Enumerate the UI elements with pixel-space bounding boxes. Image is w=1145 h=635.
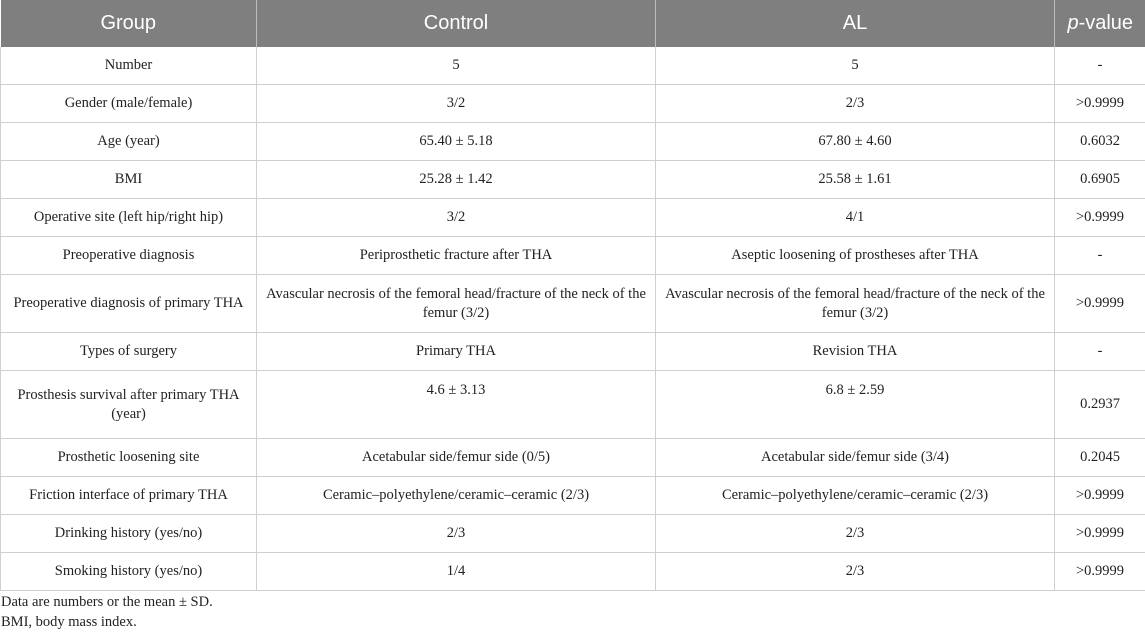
cell-control: 65.40 ± 5.18 [257,123,656,161]
cell-control: 5 [257,47,656,85]
cell-p: - [1055,333,1145,371]
header-group: Group [1,0,257,47]
cell-group: Prosthetic loosening site [1,439,257,477]
cell-control: Acetabular side/femur side (0/5) [257,439,656,477]
header-p-italic: p [1067,12,1079,34]
table-row [1,47,1145,85]
cell-al: Aseptic loosening of prostheses after THA [656,237,1055,275]
cell-control: 1/4 [257,553,656,591]
table-row [1,237,1145,275]
table-row [1,161,1145,199]
table-footnotes [0,592,1145,632]
cell-group: Drinking history (yes/no) [1,515,257,553]
cell-group: Age (year) [1,123,257,161]
footnote-data-description: Data are numbers or the mean ± SD. [1,594,213,610]
cell-p: 0.2937 [1055,371,1145,439]
cell-control: Ceramic–polyethylene/ceramic–ceramic (2/3) [257,477,656,515]
table-row [1,85,1145,123]
table-row [1,439,1145,477]
cell-group: Operative site (left hip/right hip) [1,199,257,237]
cell-control: 2/3 [257,515,656,553]
cell-p: 0.6905 [1055,161,1145,199]
cell-control: Primary THA [257,333,656,371]
cell-control: 4.6 ± 3.13 [257,371,656,439]
cell-p: >0.9999 [1055,199,1145,237]
table-row [1,333,1145,371]
header-al: AL [656,0,1055,47]
header-p-rest: -value [1078,12,1134,34]
cell-al: 6.8 ± 2.59 [656,371,1055,439]
cell-control: 3/2 [257,199,656,237]
cell-p: 0.6032 [1055,123,1145,161]
cell-al: 67.80 ± 4.60 [656,123,1055,161]
cell-group: Gender (male/female) [1,85,257,123]
cell-al: 25.58 ± 1.61 [656,161,1055,199]
footnote-bmi-abbreviation: BMI, body mass index. [1,614,137,630]
cell-p: - [1055,47,1145,85]
table-row [1,123,1145,161]
cell-group: Preoperative diagnosis [1,237,257,275]
cell-group: Preoperative diagnosis of primary THA [1,275,257,333]
cell-al: 2/3 [656,85,1055,123]
header-p-value [1055,0,1145,47]
table-body [1,47,1145,591]
cell-group: Number [1,47,257,85]
table-row [1,515,1145,553]
cell-control: 25.28 ± 1.42 [257,161,656,199]
cell-group: Types of surgery [1,333,257,371]
cell-p: >0.9999 [1055,477,1145,515]
cell-al: Avascular necrosis of the femoral head/fracture of the neck of the femur (3/2) [656,275,1055,333]
cell-p: >0.9999 [1055,553,1145,591]
cell-p: - [1055,237,1145,275]
table-row [1,199,1145,237]
table-header [1,0,1145,47]
cell-al: Acetabular side/femur side (3/4) [656,439,1055,477]
table-row [1,371,1145,439]
cell-control: Avascular necrosis of the femoral head/fracture of the neck of the femur (3/2) [257,275,656,333]
cell-al: 2/3 [656,553,1055,591]
cell-al: 2/3 [656,515,1055,553]
table-row [1,553,1145,591]
cell-group: Friction interface of primary THA [1,477,257,515]
header-control: Control [257,0,656,47]
cell-group: Prosthesis survival after primary THA (year) [1,371,257,439]
cell-al: 5 [656,47,1055,85]
cell-group: BMI [1,161,257,199]
cell-al: 4/1 [656,199,1055,237]
cell-al: Revision THA [656,333,1055,371]
cell-p: >0.9999 [1055,275,1145,333]
cell-al: Ceramic–polyethylene/ceramic–ceramic (2/3) [656,477,1055,515]
cell-control: Periprosthetic fracture after THA [257,237,656,275]
cell-p: 0.2045 [1055,439,1145,477]
cell-p: >0.9999 [1055,85,1145,123]
cell-group: Smoking history (yes/no) [1,553,257,591]
header-row [1,0,1145,47]
table-row [1,477,1145,515]
table-row [1,275,1145,333]
cell-p: >0.9999 [1055,515,1145,553]
cell-control: 3/2 [257,85,656,123]
